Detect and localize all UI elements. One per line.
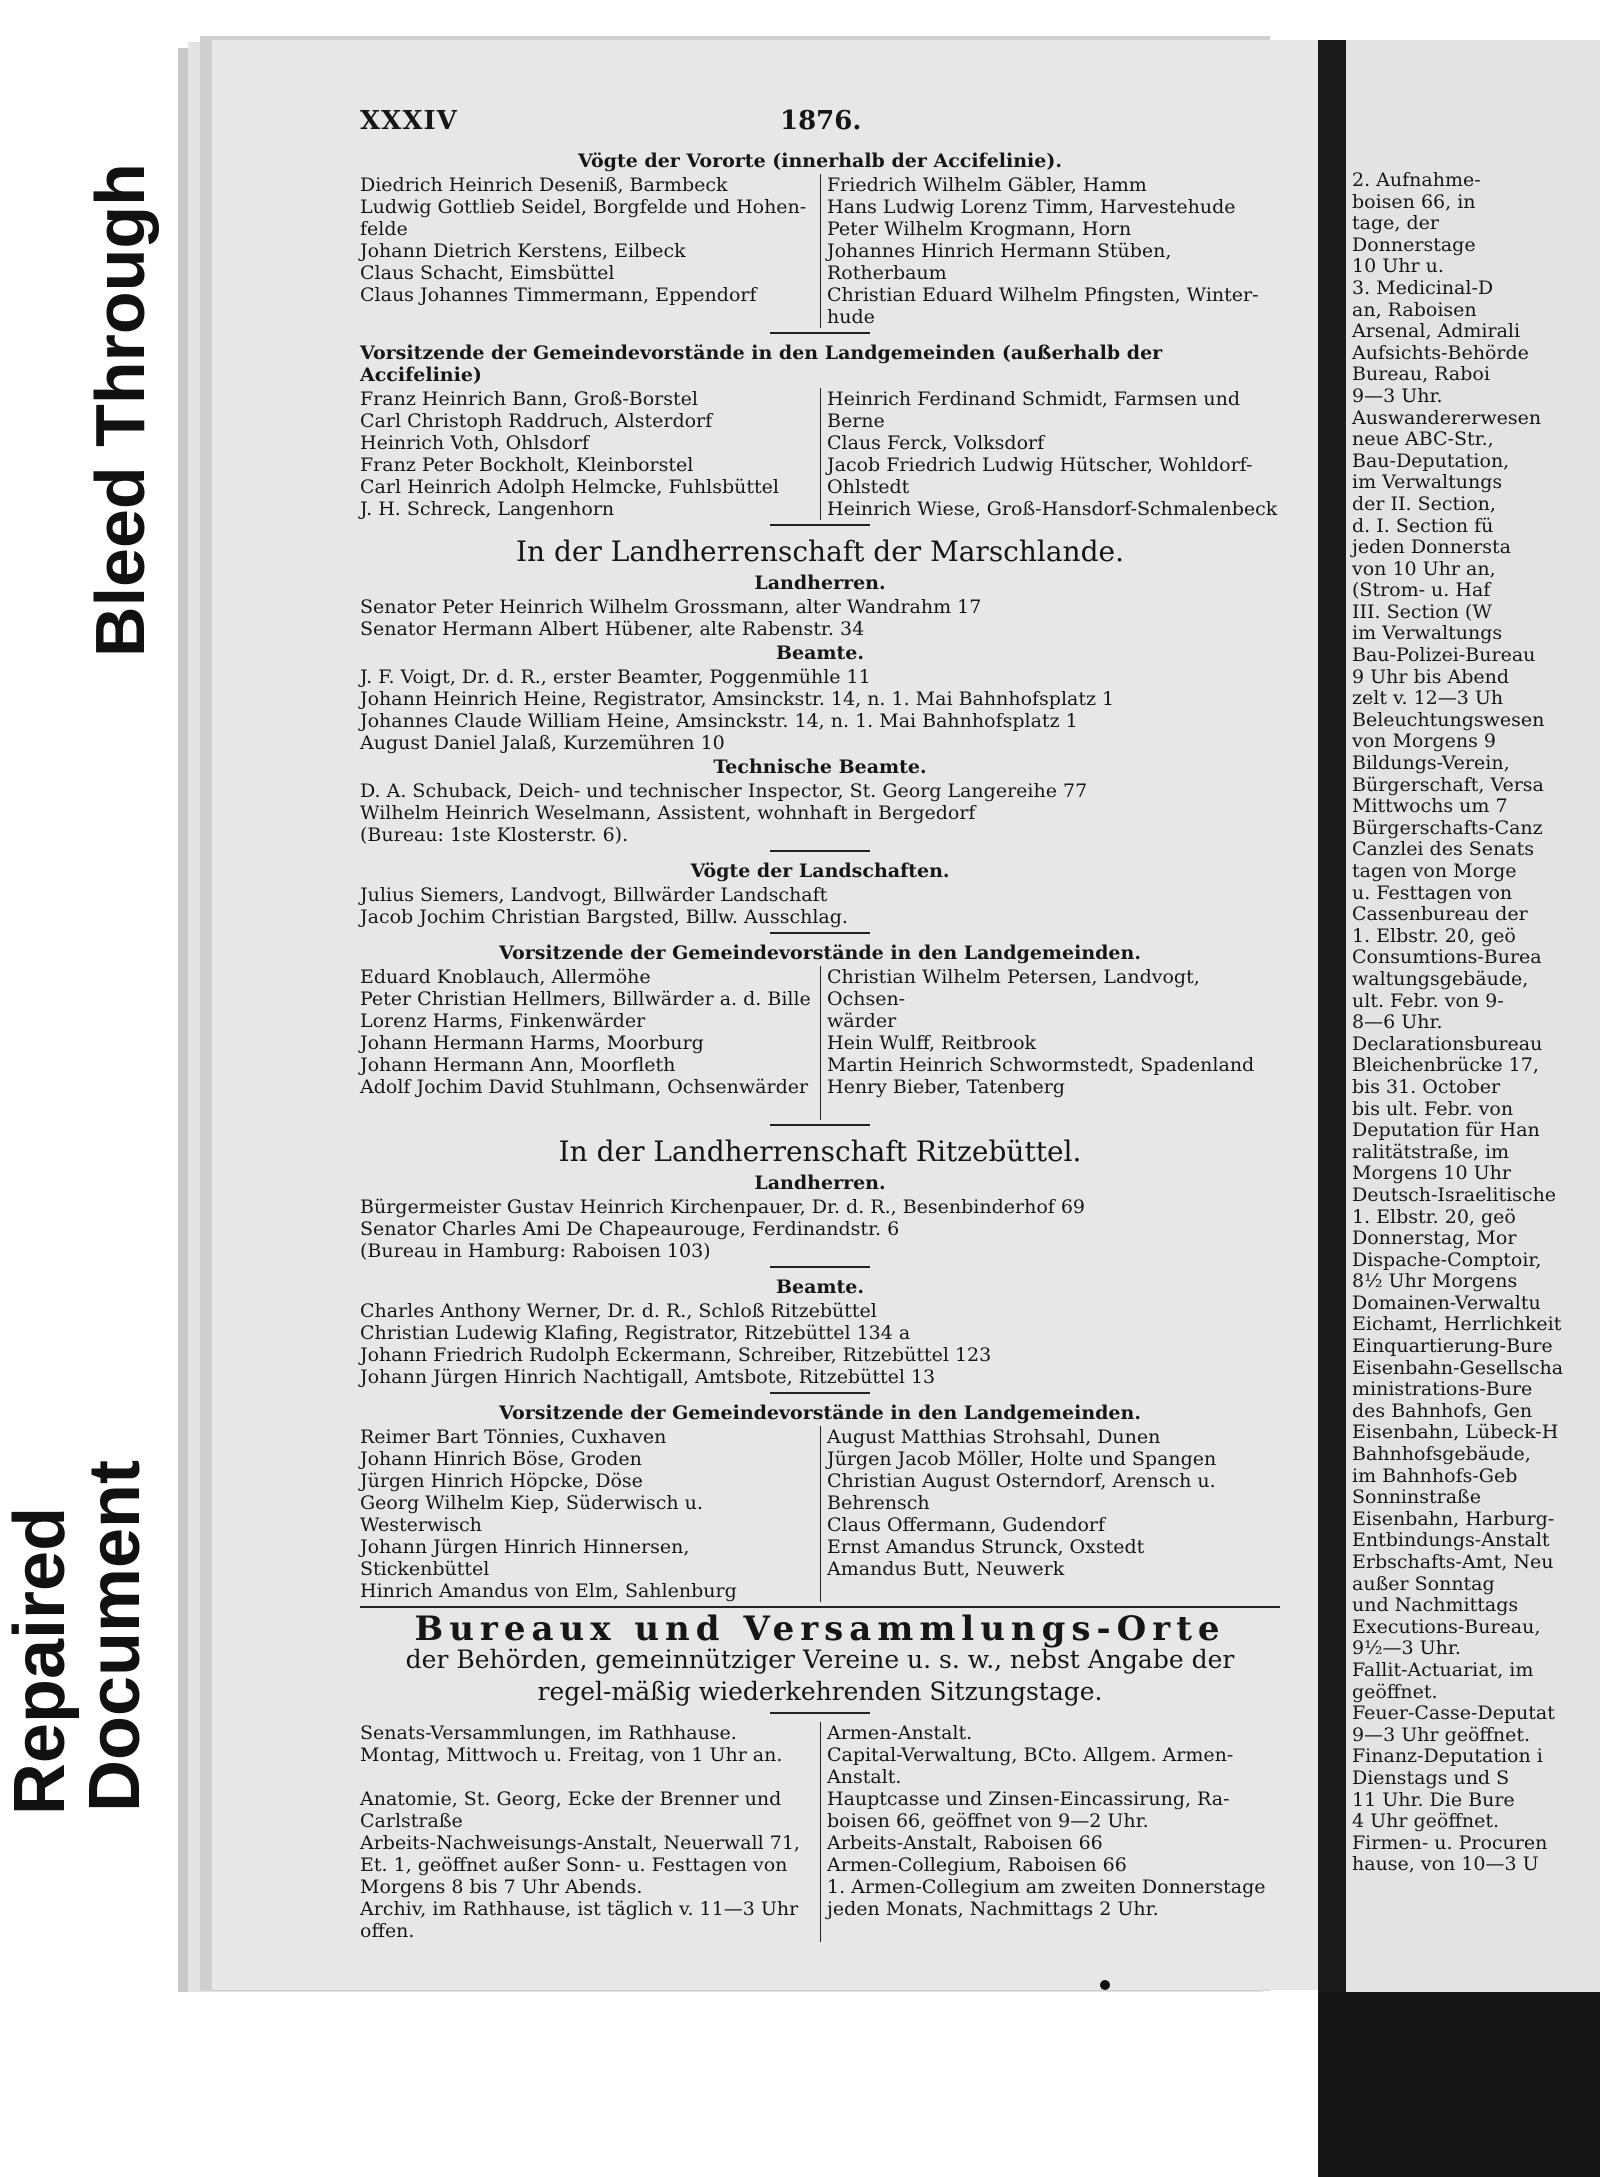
voegte-vororte-list (360, 174, 1280, 328)
text-line: zelt v. 12—3 Uh (1352, 687, 1504, 710)
subheading-landherren: Landherren. (754, 1172, 886, 1194)
text-line: im Verwaltungs (1352, 471, 1503, 494)
text-line: Eisenbahn, Lübeck-H (1352, 1421, 1559, 1444)
list-column-right (820, 174, 1280, 328)
text-line: Claus Ferck, Volksdorf (827, 432, 1045, 454)
text-line: Archiv, im Rathhause, ist täglich v. 11—3 Uhr (360, 1898, 799, 1920)
text-line: Anstalt. (827, 1766, 902, 1788)
landherren-list (360, 596, 1280, 640)
text-line: Firmen- u. Procuren (1352, 1831, 1548, 1854)
text-line: Dispache-Comptoir, (1352, 1248, 1542, 1271)
divider (770, 332, 870, 334)
text-line: Sonninstraße (1352, 1486, 1481, 1509)
heading-marschlande: In der Landherrenschaft der Marschlande. (516, 535, 1124, 568)
ink-spot (1100, 1980, 1110, 1990)
text-line: Finanz-Deputation i (1352, 1745, 1543, 1768)
text-line: Jacob Jochim Christian Bargsted, Billw. Ausschlag. (360, 906, 848, 928)
text-line: 1. Armen-Collegium am zweiten Donnerstage (827, 1876, 1266, 1898)
text-line: Arsenal, Admirali (1352, 320, 1521, 343)
text-line: felde (360, 218, 408, 240)
text-line: Senator Peter Heinrich Wilhelm Grossmann, alter Wandrahm 17 (360, 596, 982, 618)
divider (770, 850, 870, 852)
text-line: tage, der (1352, 212, 1439, 235)
divider (770, 932, 870, 934)
text-line: hude (827, 306, 875, 328)
text-line: (Bureau: 1ste Klosterstr. 6). (360, 824, 629, 846)
text-line: Hans Ludwig Lorenz Timm, Harvestehude (827, 196, 1236, 218)
text-line: Heinrich Wiese, Groß-Hansdorf-Schmalenbeck (827, 498, 1278, 520)
text-line: Claus Schacht, Eimsbüttel (360, 262, 615, 284)
text-line: (Strom- u. Haf (1352, 579, 1491, 602)
text-line: Donnerstag, Mor (1352, 1227, 1517, 1250)
technische-beamte-list (360, 780, 1280, 846)
subheading-landherren: Landherren. (754, 572, 886, 594)
text-line: Et. 1, geöffnet außer Sonn- u. Festtagen von (360, 1854, 788, 1876)
text-line: Johann Hermann Ann, Moorfleth (360, 1054, 676, 1076)
text-line: außer Sonntag (1352, 1572, 1495, 1595)
text-line: 9—3 Uhr geöffnet. (1352, 1723, 1531, 1746)
text-line: Aufsichts-Behörde (1352, 341, 1529, 364)
text-line: offen. (360, 1920, 415, 1942)
text-line: Montag, Mittwoch u. Freitag, von 1 Uhr an. (360, 1744, 783, 1766)
text-line: Senator Hermann Albert Hübener, alte Rabenstr. 34 (360, 618, 865, 640)
scanner-shadow (1318, 1992, 1600, 2177)
text-line: Dienstags und S (1352, 1766, 1510, 1789)
text-line: 9½—3 Uhr. (1352, 1637, 1461, 1660)
text-line: jeden Donnersta (1352, 536, 1512, 559)
subheading-bureaux: der Behörden, gemeinnütziger Vereine u. s. w., nebst Angabe der regel-mäßig wiederkehrenden Sitzungstage. (405, 1645, 1235, 1706)
text-line: Heinrich Voth, Ohlsdorf (360, 432, 589, 454)
text-line: Heinrich Ferdinand Schmidt, Farmsen und (827, 388, 1241, 410)
section-title-vorsitzende: Vorsitzende der Gemeindevorstände in den Landgemeinden (außerhalb der Accifelinie) (360, 342, 1163, 386)
text-line: Morgens 8 bis 7 Uhr Abends. (360, 1876, 643, 1898)
list-column-left (360, 174, 820, 328)
subheading-beamte: Beamte. (775, 642, 865, 664)
text-line: August Matthias Strohsahl, Dunen (827, 1426, 1161, 1448)
list-column-left (360, 388, 820, 520)
text-line: 2. Aufnahme- (1352, 169, 1481, 191)
page-number: XXXIV (360, 106, 458, 136)
text-line: Bleichenbrücke 17, (1352, 1054, 1539, 1077)
text-line: Julius Siemers, Landvogt, Billwärder Landschaft (360, 884, 828, 906)
text-line: an, Raboisen (1352, 298, 1477, 321)
text-line: Johann Jürgen Hinrich Nachtigall, Amtsbote, Ritzebüttel 13 (360, 1366, 936, 1388)
subheading-beamte: Beamte. (775, 1276, 865, 1298)
text-line: Amandus Butt, Neuwerk (827, 1558, 1065, 1580)
page-year: 1876. (780, 106, 862, 136)
text-line: u. Festtagen von (1352, 881, 1513, 904)
text-line: Christian Eduard Wilhelm Pfingsten, Winter- (827, 284, 1259, 306)
text-line: tagen von Morge (1352, 860, 1517, 882)
text-line: Erbschafts-Amt, Neu (1352, 1551, 1554, 1573)
text-line: Peter Wilhelm Krogmann, Horn (827, 218, 1132, 240)
divider (770, 1266, 870, 1268)
text-line: im Verwaltungs (1352, 622, 1503, 645)
text-line: Jacob Friedrich Ludwig Hütscher, Wohldorf- (827, 454, 1253, 476)
list-column-left (360, 1722, 820, 1942)
text-line: (Bureau in Hamburg: Raboisen 103) (360, 1240, 711, 1262)
subheading-voegte-landschaften: Vögte der Landschaften. (690, 860, 950, 882)
divider (770, 1712, 870, 1714)
text-line: Christian Wilhelm Petersen, Landvogt, Ochsen- (827, 966, 1200, 1010)
text-line: Wilhelm Heinrich Weselmann, Assistent, wohnhaft in Bergedorf (360, 802, 976, 824)
repaired-label: Repaired (0, 1506, 80, 1816)
text-line: von Morgens 9 (1352, 730, 1496, 753)
section-title-voegte-vororte: Vögte der Vororte (innerhalb der Accifelinie). (578, 150, 1062, 172)
text-line: Donnerstage (1352, 233, 1476, 256)
text-line: Friedrich Wilhelm Gäbler, Hamm (827, 174, 1147, 196)
text-line: Anatomie, St. Georg, Ecke der Brenner und (360, 1788, 782, 1810)
subheading-technische-beamte: Technische Beamte. (713, 756, 927, 778)
text-line: Bürgermeister Gustav Heinrich Kirchenpauer, Dr. d. R., Besenbinderhof 69 (360, 1196, 1086, 1218)
text-line: Auswandererwesen (1352, 406, 1542, 429)
text-line: 8½ Uhr Morgens (1352, 1270, 1518, 1293)
text-line: Lorenz Harms, Finkenwärder (360, 1010, 646, 1032)
text-line: im Bahnhofs-Geb (1352, 1464, 1518, 1487)
divider (770, 1124, 870, 1126)
text-line: Christian Ludewig Klafing, Registrator, Ritzebüttel 134 a (360, 1322, 911, 1344)
text-line: Deputation für Han (1352, 1119, 1540, 1142)
voegte-list (360, 884, 1280, 928)
page-header (360, 106, 1280, 144)
text-line: Berne (827, 410, 885, 432)
text-line: 3. Medicinal-D (1352, 276, 1494, 299)
text-line: Entbindungs-Anstalt (1352, 1529, 1550, 1552)
text-line: Bürgerschafts-Canz (1352, 816, 1543, 839)
text-line: Feuer-Casse-Deputat (1352, 1702, 1555, 1725)
text-line: J. H. Schreck, Langenhorn (360, 498, 615, 520)
book-spine (1318, 40, 1346, 2140)
text-line: Hauptcasse und Zinsen-Eincassirung, Ra- (827, 1788, 1230, 1810)
text-line (360, 1766, 820, 1788)
text-line: Eisenbahn, Harburg- (1352, 1507, 1555, 1530)
text-line: Henry Bieber, Tatenberg (827, 1076, 1065, 1098)
text-line: Canzlei des Senats (1352, 838, 1534, 861)
text-line: Jürgen Hinrich Höpcke, Döse (360, 1470, 643, 1492)
text-line: Senats-Versammlungen, im Rathhause. (360, 1722, 737, 1744)
text-line: 9 Uhr bis Abend (1352, 665, 1510, 688)
text-line: Carl Christoph Raddruch, Alsterdorf (360, 410, 713, 432)
text-line: Johann Jürgen Hinrich Hinnersen, Stickenbüttel (360, 1536, 690, 1580)
landherren-list (360, 1196, 1280, 1262)
list-column-right (820, 1426, 1280, 1602)
text-line: III. Section (W (1352, 600, 1492, 623)
list-column-right (820, 966, 1280, 1120)
vorsitzende-list (360, 388, 1280, 520)
text-line: Christian August Osterndorf, Arensch u. Behrensch (827, 1470, 1216, 1514)
text-line: Executions-Bureau, (1352, 1615, 1541, 1638)
text-line: Bürgerschaft, Versa (1352, 773, 1544, 796)
text-line (827, 1098, 1280, 1120)
text-line: Armen-Anstalt. (827, 1722, 973, 1744)
text-line: Ludwig Gottlieb Seidel, Borgfelde und Hohen- (360, 196, 807, 218)
text-line: Franz Peter Bockholt, Kleinborstel (360, 454, 694, 476)
text-line: Domainen-Verwaltu (1352, 1291, 1541, 1314)
subheading-vorsitzende: Vorsitzende der Gemeindevorstände in den Landgemeinden. (499, 1402, 1141, 1424)
vorsitzende-ritzebuettel-list (360, 1426, 1280, 1602)
text-line: August Daniel Jalaß, Kurzemühren 10 (360, 732, 725, 754)
text-line: Hinrich Amandus von Elm, Sahlenburg (360, 1580, 737, 1602)
bureaux-list (360, 1722, 1280, 1942)
text-line: Consumtions-Burea (1352, 946, 1542, 969)
text-line: Senator Charles Ami De Chapeaurouge, Ferdinandstr. 6 (360, 1218, 900, 1240)
text-line: Jürgen Jacob Möller, Holte und Spangen (827, 1448, 1217, 1470)
divider (360, 1606, 1280, 1608)
text-line: Franz Heinrich Bann, Groß-Borstel (360, 388, 698, 410)
text-line: 1. Elbstr. 20, geö (1352, 924, 1516, 947)
vorsitzende-marschlande-list (360, 966, 1280, 1120)
text-line: Reimer Bart Tönnies, Cuxhaven (360, 1426, 667, 1448)
text-line: Ernst Amandus Strunck, Oxstedt (827, 1536, 1145, 1558)
text-line: bis 31. October (1352, 1075, 1501, 1098)
text-line: 10 Uhr u. (1352, 255, 1444, 278)
subheading-vorsitzende: Vorsitzende der Gemeindevorstände in den Landgemeinden. (499, 942, 1141, 964)
text-line: d. I. Section fü (1352, 514, 1494, 537)
text-line: bis ult. Febr. von (1352, 1097, 1514, 1120)
text-line: Armen-Collegium, Raboisen 66 (827, 1854, 1127, 1876)
heading-ritzebuettel: In der Landherrenschaft Ritzebüttel. (558, 1135, 1082, 1168)
text-line: Johann Friedrich Rudolph Eckermann, Schreiber, Ritzebüttel 123 (360, 1344, 992, 1366)
text-line: Cassenbureau der (1352, 903, 1528, 926)
text-line: neue ABC-Str., (1352, 428, 1494, 451)
text-line: Declarationsbureau (1352, 1032, 1543, 1055)
list-column-right (820, 1722, 1280, 1942)
text-line: Johann Heinrich Heine, Registrator, Amsinckstr. 14, n. 1. Mai Bahnhofsplatz 1 (360, 688, 1115, 710)
text-line: Carlstraße (360, 1810, 463, 1832)
text-line: Eduard Knoblauch, Allermöhe (360, 966, 651, 988)
text-line: Morgens 10 Uhr (1352, 1162, 1511, 1185)
text-line: Adolf Jochim David Stuhlmann, Ochsenwärder (360, 1076, 809, 1098)
text-line: J. F. Voigt, Dr. d. R., erster Beamter, Poggenmühle 11 (360, 666, 871, 688)
text-line: Carl Heinrich Adolph Helmcke, Fuhlsbüttel (360, 476, 779, 498)
text-line: jeden Monats, Nachmittags 2 Uhr. (827, 1898, 1159, 1920)
page-content (360, 106, 1280, 1942)
text-line: Bildungs-Verein, (1352, 752, 1510, 775)
text-line: Bahnhofsgebäude, (1352, 1443, 1531, 1466)
text-line: hause, von 10—3 U (1352, 1853, 1539, 1876)
text-line: Bureau, Raboi (1352, 363, 1490, 386)
text-line: von 10 Uhr an, (1352, 557, 1496, 580)
text-line: Johannes Claude William Heine, Amsinckstr. 14, n. 1. Mai Bahnhofsplatz 1 (360, 710, 1078, 732)
text-line: D. A. Schuback, Deich- und technischer Inspector, St. Georg Langereihe 77 (360, 780, 1088, 802)
text-line: 11 Uhr. Die Bure (1352, 1788, 1515, 1811)
text-line: Bau-Polizei-Bureau (1352, 644, 1536, 667)
text-line: Arbeits-Anstalt, Raboisen 66 (827, 1832, 1103, 1854)
text-line: Bau-Deputation, (1352, 449, 1510, 472)
text-line: Peter Christian Hellmers, Billwärder a. d. Bille (360, 988, 811, 1010)
text-line: Martin Heinrich Schwormstedt, Spadenland (827, 1054, 1255, 1076)
text-line: Johann Hinrich Böse, Groden (360, 1448, 642, 1470)
text-line: Hein Wulff, Reitbrook (827, 1032, 1037, 1054)
text-line: boisen 66, in (1352, 190, 1476, 213)
text-line: der II. Section, (1352, 492, 1496, 515)
text-line: ministrations-Bure (1352, 1378, 1533, 1401)
text-line: Deutsch-Israelitische (1352, 1183, 1557, 1206)
text-line: 1. Elbstr. 20, geö (1352, 1205, 1516, 1228)
text-line: Ohlstedt (827, 476, 910, 498)
text-line: wärder (827, 1010, 897, 1032)
heading-bureaux: Bureaux und Versammlungs-Orte (414, 1609, 1226, 1649)
text-line: ult. Febr. von 9- (1352, 989, 1504, 1012)
text-line: Claus Offermann, Gudendorf (827, 1514, 1106, 1536)
document-label: Document (75, 1459, 155, 1813)
text-line: Johannes Hinrich Hermann Stüben, Rotherbaum (827, 240, 1172, 284)
divider (770, 524, 870, 526)
text-line: Einquartierung-Bure (1352, 1335, 1553, 1358)
text-line: Johann Dietrich Kerstens, Eilbeck (360, 240, 686, 262)
divider (770, 1392, 870, 1394)
text-line: Eisenbahn-Gesellscha (1352, 1356, 1564, 1379)
list-column-left (360, 966, 820, 1120)
text-line: Claus Johannes Timmermann, Eppendorf (360, 284, 757, 306)
text-line: Diedrich Heinrich Deseniß, Barmbeck (360, 174, 728, 196)
bleed-through-label: Bleed Through (81, 163, 159, 657)
facing-page-text (1352, 170, 1600, 1876)
text-line: des Bahnhofs, Gen (1352, 1399, 1533, 1422)
text-line: und Nachmittags (1352, 1594, 1519, 1617)
list-column-left (360, 1426, 820, 1602)
text-line: Johann Hermann Harms, Moorburg (360, 1032, 704, 1054)
text-line: 8—6 Uhr. (1352, 1011, 1443, 1034)
text-line: Georg Wilhelm Kiep, Süderwisch u. Westerwisch (360, 1492, 703, 1536)
text-line: waltungsgebäude, (1352, 967, 1529, 990)
text-line: Eichamt, Herrlichkeit (1352, 1313, 1562, 1336)
text-line: Arbeits-Nachweisungs-Anstalt, Neuerwall 71, (360, 1832, 800, 1854)
text-line: Beleuchtungswesen (1352, 708, 1545, 731)
text-line: Capital-Verwaltung, BCto. Allgem. Armen- (827, 1744, 1234, 1766)
text-line: boisen 66, geöffnet von 9—2 Uhr. (827, 1810, 1149, 1832)
beamte-list (360, 1300, 1280, 1388)
beamte-list (360, 666, 1280, 754)
text-line: 4 Uhr geöffnet. (1352, 1810, 1499, 1833)
list-column-right (820, 388, 1280, 520)
text-line: Mittwochs um 7 (1352, 795, 1508, 818)
text-line: Fallit-Actuariat, im (1352, 1658, 1534, 1681)
text-line: 9—3 Uhr. (1352, 384, 1443, 407)
text-line: Charles Anthony Werner, Dr. d. R., Schloß Ritzebüttel (360, 1300, 877, 1322)
text-line: ralitätstraße, im (1352, 1140, 1510, 1163)
text-line: geöffnet. (1352, 1680, 1438, 1703)
